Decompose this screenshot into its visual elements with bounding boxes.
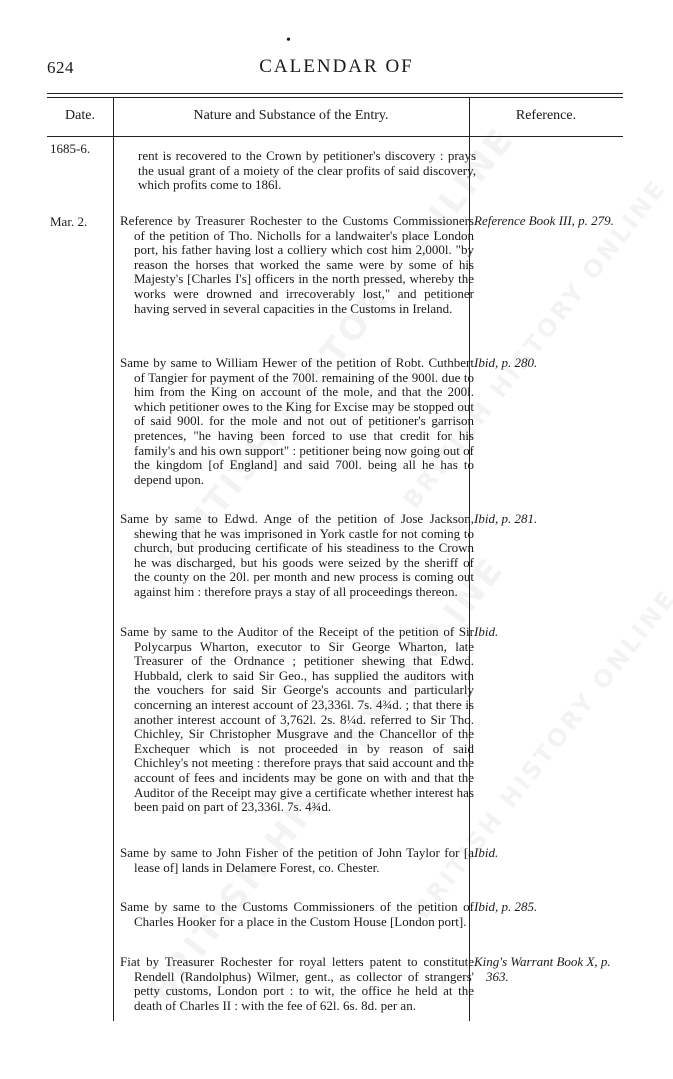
entry-text: Same by same to William Hewer of the petition of Robt. Cuthbert of Tangier for payment of the 700l. remaining of the 900l. due to him from the King on account of the mole, and that the 200l. which petitioner owes to the King for Excise may be stopped out of said 900l. for the mole and not out of petitioner's garrison pretences, "he having been forced to use that credit for his family's and his own support" : petitioner being now going out of the kingdom [of England] and said 700l. being all he has to depend upon.: [120, 355, 474, 487]
entry-date: Mar. 2.: [50, 214, 88, 229]
page-dot: •: [286, 33, 291, 48]
entry-reference: Ibid.: [474, 624, 499, 639]
table-header-rule: [47, 136, 623, 137]
table-top-rule-inner: [47, 97, 623, 98]
entry-reference: Ibid, p. 285.: [474, 899, 538, 914]
page-number: 624: [47, 58, 74, 77]
entry-text: Same by same to Edwd. Ange of the petition of Jose Jackson, shewing that he was imprisoned in York castle for not coming to church, but producing certificate of his steadiness to the Crown he was discharged, but his goods were seized by the sheriff of the county on the 20l. per month and new process is coming out against him : therefore prays a stay of all proceedings thereon.: [120, 511, 474, 599]
column-header-reference: Reference.: [515, 108, 577, 123]
running-head: CALENDAR OF: [259, 56, 414, 77]
entry-reference: Ibid.: [474, 845, 499, 860]
entry-reference: King's Warrant Book X, p. 363.: [474, 954, 611, 984]
entry-text: Same by same to the Customs Commissioners of the petition of Charles Hooker for a place in the Custom House [London port].: [120, 899, 474, 929]
column-header-date: Date.: [65, 108, 95, 123]
table-top-rule: [47, 93, 623, 94]
column-header-nature: Nature and Substance of the Entry.: [193, 108, 389, 123]
entry-reference: Ibid, p. 281.: [474, 511, 538, 526]
entry-text: Same by same to the Auditor of the Receipt of the petition of Sir Polycarpus Wharton, executor to Sir George Wharton, late Treasurer of the Ordnance ; petitioner shewing that Edwd. Hubbald, clerk to said Sir Geo., has supplied the auditors with the vouchers for said Sir George's accounts and particularly concerning an interest account of 23,336l. 7s. 4¾d. ; that there is another interest account of 3,762l. 2s. 8¼d. referred to Sir Tho. Chichley, Sir Christopher Musgrave and the Chancellor of the Exchequer which is not proceeded in by reason of said Chichley's not meeting : therefore prays that said account and the account of fees and incidents may be gone on with and that the Auditor of the Receipt may give a certificate whether interest has been paid on part of 23,336l. 7s. 4¾d.: [120, 624, 474, 815]
entry-date: 1685-6.: [50, 141, 91, 156]
column-divider: [113, 97, 114, 1021]
entry-text: rent is recovered to the Crown by petitioner's discovery : prays the usual grant of a moiety of the clear profits of said discovery, which profits come to 186l.: [138, 148, 476, 193]
entry-text: Reference by Treasurer Rochester to the Customs Commissioners of the petition of Tho. Nicholls for a landwaiter's place London port, his father having lost a colliery which cost him 2,000l. "by reason the horses that worked the same were by some of his Majesty's [Charles I's] officers in the north pressed, whereby the works were drowned and irrecoverably lost," and petitioner having served in several capacities in the Customs in Ireland.: [120, 213, 474, 316]
entry-reference: Ibid, p. 280.: [474, 355, 538, 370]
entry-text: Fiat by Treasurer Rochester for royal letters patent to constitute Rendell (Randolphus) Wilmer, gent., as collector of strangers' petty customs, London port : to wit, the office he held at the death of Charles II : with the fee of 62l. 6s. 8d. per an.: [120, 954, 474, 1013]
entry-reference: Reference Book III, p. 279.: [474, 213, 614, 228]
entry-text: Same by same to John Fisher of the petition of John Taylor for [a lease of] lands in Delamere Forest, co. Chester.: [120, 845, 474, 875]
